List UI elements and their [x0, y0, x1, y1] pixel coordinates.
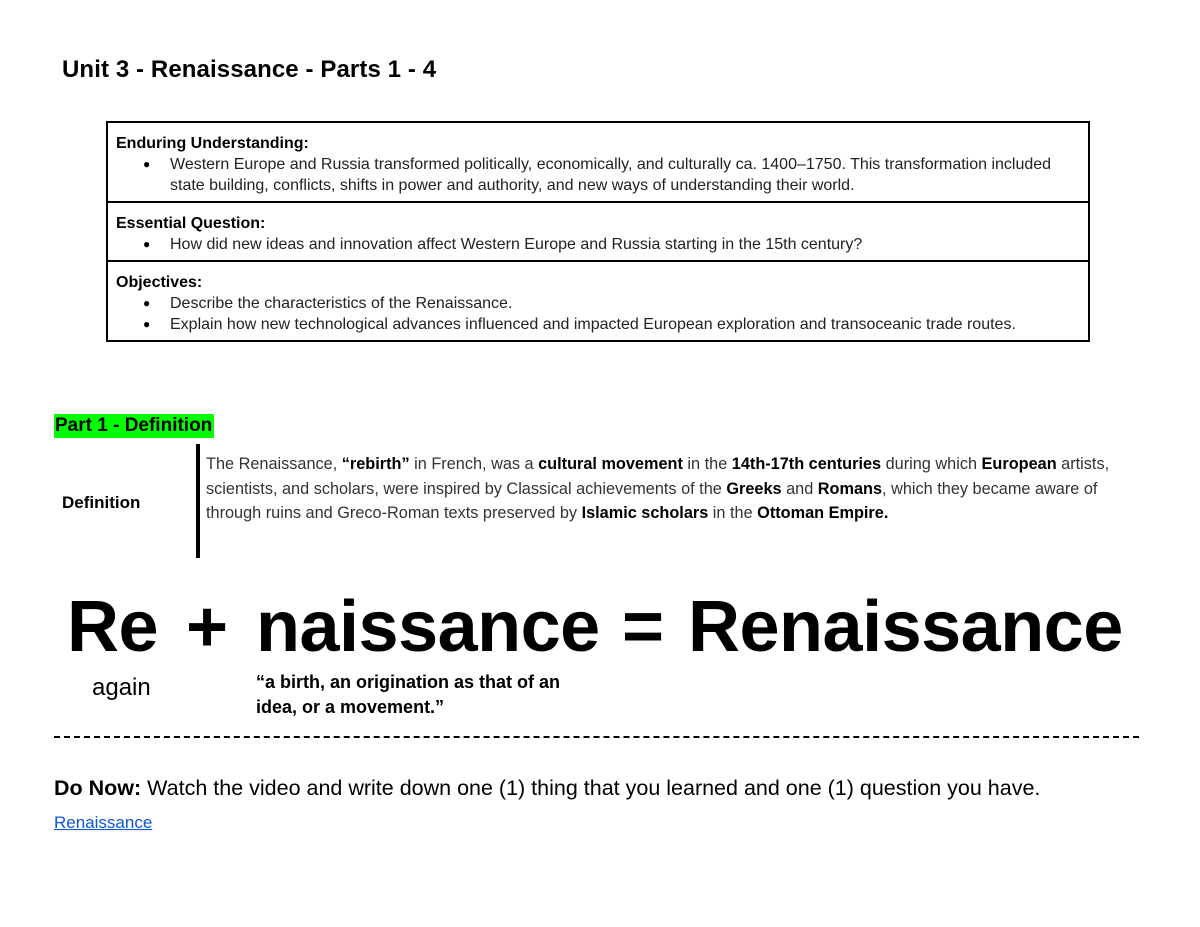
definition-text: [206, 452, 1146, 526]
definition-fragment: in the: [708, 504, 758, 522]
naissance-meaning-line-1: “a birth, an origination as that of an: [256, 672, 561, 692]
essential-question-list: [116, 234, 1080, 255]
definition-fragment: in French, was a: [409, 455, 539, 473]
definition-fragment: in the: [682, 455, 732, 473]
do-now-text: Watch the video and write down one (1) thing that you learned and one (1) question you have.: [141, 776, 1041, 800]
list-item: ● Describe the characteristics of the Renaissance.: [170, 293, 1080, 314]
definition-fragment: artists, scientists, and scholars, were inspired by Classical achievements of the: [206, 455, 1110, 498]
definition-keyword: Greeks: [726, 479, 782, 498]
objectives-row: [107, 261, 1089, 341]
definition-keyword: cultural movement: [538, 455, 683, 473]
equation-re: Re: [67, 587, 159, 667]
enduring-understanding-list: [116, 154, 1080, 196]
essential-question-row: [107, 202, 1089, 261]
page-title: Unit 3 - Renaissance - Parts 1 - 4: [62, 56, 437, 83]
equation-plus: +: [186, 587, 228, 667]
renaissance-video-link[interactable]: Renaissance: [54, 813, 153, 832]
re-meaning: again: [92, 674, 151, 701]
do-now: [54, 776, 1040, 801]
definition-keyword: Ottoman Empire.: [757, 504, 889, 522]
definition-fragment: during which: [881, 455, 982, 473]
definition-keyword: Romans: [817, 479, 883, 498]
definition-keyword: Islamic scholars: [581, 504, 709, 522]
list-item: ● Western Europe and Russia transformed politically, economically, and culturally ca. 1400–1750. This transformation included state building, conflicts, shifts in power and authority, and new ways of understanding their world.: [170, 154, 1080, 196]
list-item: ● Explain how new technological advances influenced and impacted European exploration and transoceanic trade routes.: [170, 314, 1080, 335]
definition-fragment: , which they became aware of through ruins and Greco-Roman texts preserved by: [206, 479, 1098, 522]
do-now-label: Do Now:: [54, 776, 142, 800]
objectives-list: [116, 293, 1080, 335]
part-1-heading: Part 1 - Definition: [55, 415, 213, 436]
definition-keyword: 14th-17th centuries: [731, 455, 882, 473]
list-item: ● How did new ideas and innovation affect Western Europe and Russia starting in the 15th century?: [170, 234, 1080, 255]
equation-naissance: naissance: [256, 587, 600, 667]
dashed-separator: [54, 736, 1139, 740]
enduring-understanding-heading: Enduring Understanding:: [116, 135, 309, 152]
definition-keyword: “rebirth”: [341, 455, 410, 473]
unit-info-table: [106, 121, 1090, 342]
enduring-understanding-row: [107, 122, 1089, 202]
naissance-meaning-line-2: idea, or a movement.”: [256, 697, 445, 717]
definition-fragment: The Renaissance,: [206, 455, 342, 473]
definition-label: Definition: [62, 493, 141, 512]
equation-result: Renaissance: [688, 587, 1123, 667]
definition-fragment: and: [781, 479, 818, 498]
essential-question-heading: Essential Question:: [116, 215, 266, 232]
definition-keyword: European: [981, 455, 1057, 473]
definition-divider: [196, 444, 200, 558]
objectives-heading: Objectives:: [116, 274, 203, 291]
equation-equals: =: [622, 587, 664, 667]
